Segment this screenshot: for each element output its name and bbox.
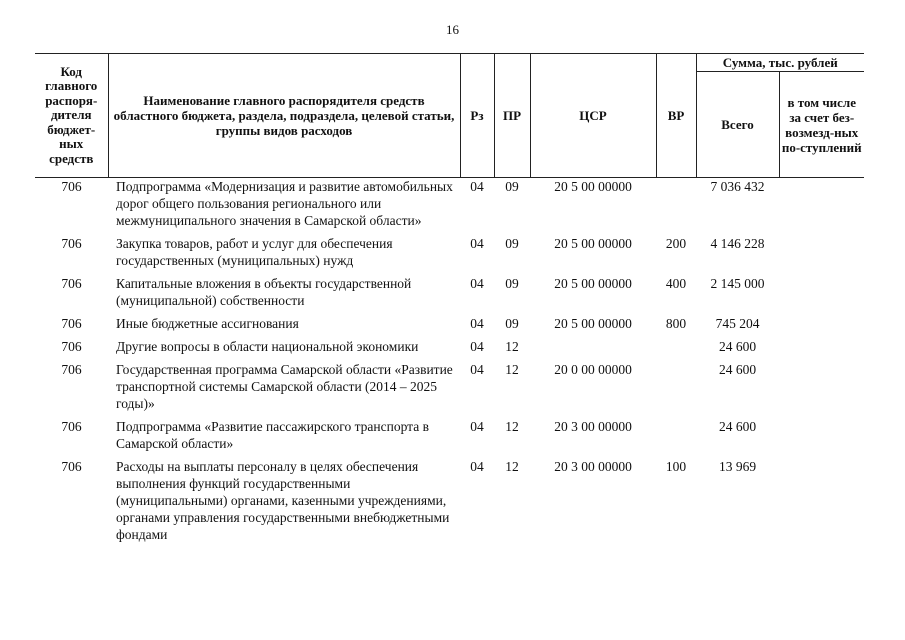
row-incl-cell bbox=[779, 338, 864, 361]
row-csr-cell: 20 3 00 00000 bbox=[554, 419, 632, 434]
header-csr: ЦСР bbox=[530, 54, 656, 178]
row-pr-cell: 12 bbox=[505, 362, 519, 377]
row-rz-cell: 04 bbox=[470, 276, 484, 291]
table-row bbox=[35, 338, 864, 361]
row-name-cell: Капитальные вложения в объекты государственной (муниципальной) собственности bbox=[116, 276, 412, 308]
row-csr-cell: 20 5 00 00000 bbox=[554, 276, 632, 291]
row-code-cell: 706 bbox=[61, 179, 82, 194]
row-vr-cell bbox=[656, 178, 696, 236]
row-name-cell: Расходы на выплаты персоналу в целях обеспечения выполнения функций государственными (муниципальными) органами, казенными учреждениями, органами управления государственными внебюджетными фондами bbox=[116, 459, 450, 542]
row-pr-cell: 09 bbox=[505, 179, 519, 194]
row-csr-cell: 20 0 00 00000 bbox=[554, 362, 632, 377]
header-rz: Рз bbox=[460, 54, 494, 178]
table-row bbox=[35, 275, 864, 315]
row-code-cell: 706 bbox=[61, 316, 82, 331]
table-header bbox=[35, 54, 864, 178]
row-code-cell: 706 bbox=[61, 339, 82, 354]
row-total-cell: 2 145 000 bbox=[710, 276, 765, 291]
row-pr-cell: 12 bbox=[505, 419, 519, 434]
row-code-cell: 706 bbox=[61, 236, 82, 251]
row-pr-cell: 09 bbox=[505, 316, 519, 331]
table-row bbox=[35, 315, 864, 338]
row-rz-cell: 04 bbox=[470, 459, 484, 474]
row-rz-cell: 04 bbox=[470, 419, 484, 434]
row-csr-cell: 20 5 00 00000 bbox=[554, 316, 632, 331]
row-csr-cell: 20 5 00 00000 bbox=[554, 179, 632, 194]
row-code-cell: 706 bbox=[61, 459, 82, 474]
row-name-cell: Подпрограмма «Модернизация и развитие автомобильных дорог общего пользования регионального или межмуниципального значения в Самарской области» bbox=[116, 179, 453, 228]
row-incl-cell bbox=[779, 235, 864, 275]
row-code-cell: 706 bbox=[61, 362, 82, 377]
row-vr-cell: 800 bbox=[665, 316, 687, 331]
table-body bbox=[35, 178, 864, 550]
table-row bbox=[35, 458, 864, 549]
row-total-cell: 13 969 bbox=[718, 459, 757, 474]
row-incl-cell bbox=[779, 418, 864, 458]
row-incl-cell bbox=[779, 275, 864, 315]
header-code: Код главного распоря-дителя бюджет-ных средств bbox=[35, 54, 108, 178]
row-rz-cell: 04 bbox=[470, 236, 484, 251]
row-total-cell: 24 600 bbox=[718, 339, 757, 354]
row-incl-cell bbox=[779, 361, 864, 418]
header-vr: ВР bbox=[656, 54, 696, 178]
header-incl: в том числе за счет без-возмезд-ных по-ступлений bbox=[779, 72, 864, 178]
row-total-cell: 24 600 bbox=[718, 362, 757, 377]
row-incl-cell bbox=[779, 315, 864, 338]
header-sum: Сумма, тыс. рублей bbox=[696, 54, 864, 72]
row-pr-cell: 12 bbox=[505, 339, 519, 354]
header-name: Наименование главного распорядителя средств областного бюджета, раздела, подраздела, целевой статьи, группы видов расходов bbox=[108, 54, 460, 178]
row-vr-cell: 400 bbox=[665, 276, 687, 291]
header-pr: ПР bbox=[494, 54, 530, 178]
row-vr-cell bbox=[656, 361, 696, 418]
table-row bbox=[35, 235, 864, 275]
row-incl-cell bbox=[779, 458, 864, 549]
budget-table bbox=[35, 53, 864, 549]
row-csr-cell: 20 3 00 00000 bbox=[554, 459, 632, 474]
header-total: Всего bbox=[696, 72, 779, 178]
row-rz-cell: 04 bbox=[470, 362, 484, 377]
row-code-cell: 706 bbox=[61, 419, 82, 434]
row-total-cell: 24 600 bbox=[718, 419, 757, 434]
table-row bbox=[35, 361, 864, 418]
row-name-cell: Подпрограмма «Развитие пассажирского транспорта в Самарской области» bbox=[116, 419, 429, 451]
table-row bbox=[35, 178, 864, 236]
row-vr-cell: 200 bbox=[665, 236, 687, 251]
row-vr-cell bbox=[656, 338, 696, 361]
row-total-cell: 7 036 432 bbox=[710, 179, 765, 194]
row-pr-cell: 09 bbox=[505, 276, 519, 291]
row-incl-cell bbox=[779, 178, 864, 236]
row-vr-cell: 100 bbox=[665, 459, 687, 474]
row-pr-cell: 12 bbox=[505, 459, 519, 474]
row-rz-cell: 04 bbox=[470, 316, 484, 331]
row-vr-cell bbox=[656, 418, 696, 458]
page-number: 16 bbox=[446, 22, 459, 37]
table-row bbox=[35, 418, 864, 458]
row-name-cell: Закупка товаров, работ и услуг для обеспечения государственных (муниципальных) нужд bbox=[116, 236, 393, 268]
row-total-cell: 745 204 bbox=[715, 316, 760, 331]
row-pr-cell: 09 bbox=[505, 236, 519, 251]
row-csr-cell bbox=[530, 338, 656, 361]
row-rz-cell: 04 bbox=[470, 339, 484, 354]
row-code-cell: 706 bbox=[61, 276, 82, 291]
row-name-cell: Государственная программа Самарской области «Развитие транспортной системы Самарской области (2014 – 2025 годы)» bbox=[116, 362, 453, 411]
row-name-cell: Иные бюджетные ассигнования bbox=[116, 316, 299, 331]
row-name-cell: Другие вопросы в области национальной экономики bbox=[116, 339, 419, 354]
row-csr-cell: 20 5 00 00000 bbox=[554, 236, 632, 251]
row-rz-cell: 04 bbox=[470, 179, 484, 194]
row-total-cell: 4 146 228 bbox=[710, 236, 765, 251]
